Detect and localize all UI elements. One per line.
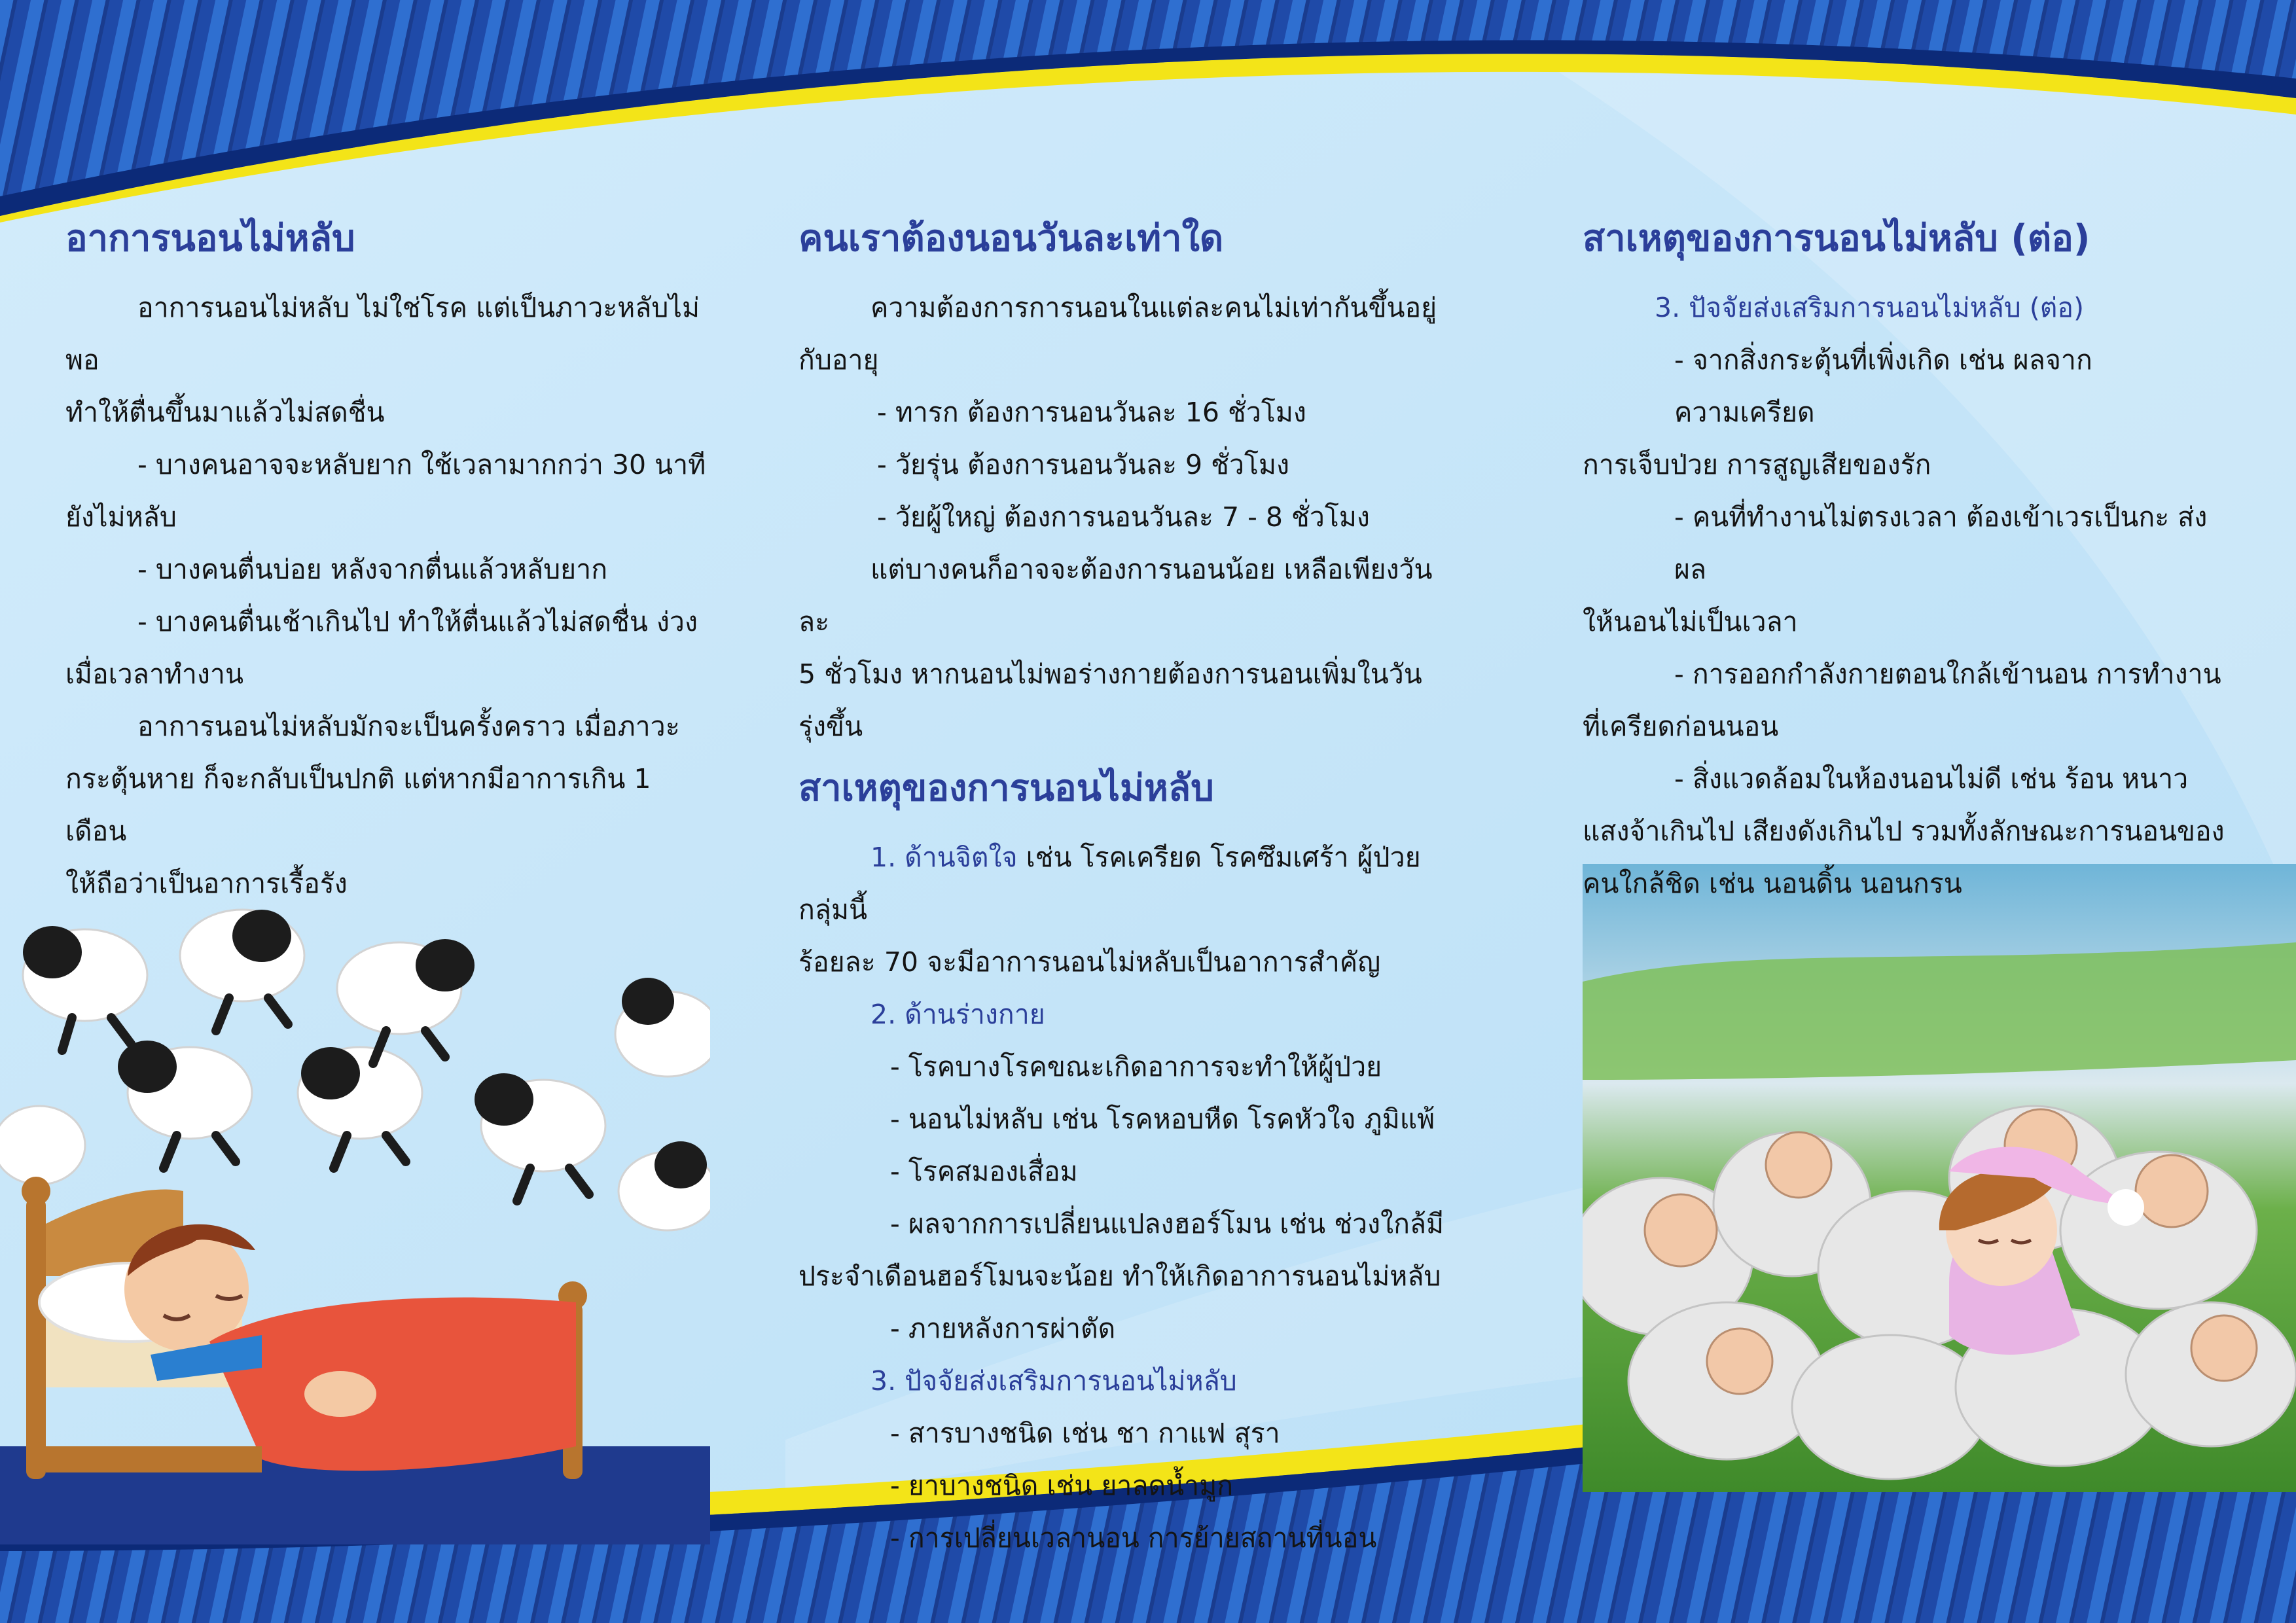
sleeping-boy-illustration	[0, 883, 710, 1544]
section-title: สาเหตุของการนอนไม่หลับ (ต่อ)	[1583, 217, 2090, 260]
section-title: สาเหตุของการนอนไม่หลับ	[798, 767, 1214, 810]
list-item: - จากสิ่งกระตุ้นที่เพิ่งเกิด เช่น ผลจากความเครียด	[1674, 344, 2092, 428]
paragraph: ทำให้ตื่นขึ้นมาแล้วไม่สดชื่น	[65, 397, 385, 428]
list-item-continued: แสงจ้าเกินไป เสียงดังเกินไป รวมทั้งลักษณะการนอนของ	[1583, 815, 2225, 847]
bullet-item-continued: เมื่อเวลาทำงาน	[65, 658, 243, 690]
list-item: - การออกกำลังกายตอนใกล้เข้านอน การทำงาน	[1674, 658, 2221, 690]
bullet-item-continued: ยังไม่หลับ	[65, 501, 177, 533]
list-item-continued: การเจ็บป่วย การสูญเสียของรัก	[1583, 449, 1931, 480]
paragraph: 5 ชั่วโมง หากนอนไม่พอร่างกายต้องการนอนเพิ่มในวันรุ่งขึ้น	[798, 658, 1422, 742]
list-item-continued: ที่เครียดก่อนนอน	[1583, 711, 1779, 742]
bullet-item: - บางคนอาจจะหลับยาก ใช้เวลามากกว่า 30 นาที	[137, 449, 706, 480]
list-item: - คนที่ทำงานไม่ตรงเวลา ต้องเข้าเวรเป็นกะ ส่งผล	[1674, 501, 2208, 585]
list-item: - นอนไม่หลับ เช่น โรคหอบหืด โรคหัวใจ ภูมิแพ้	[890, 1103, 1435, 1135]
list-item: - การเปลี่ยนเวลานอน การย้ายสถานที่นอน	[890, 1522, 1377, 1554]
list-item: - สิ่งแวดล้อมในห้องนอนไม่ดี เช่น ร้อน หนาว	[1674, 763, 2189, 794]
list-item: - วัยผู้ใหญ่ ต้องการนอนวันละ 7 - 8 ชั่วโมง	[877, 501, 1370, 533]
list-item: - ภายหลังการผ่าตัด	[890, 1313, 1116, 1344]
section-title: คนเราต้องนอนวันละเท่าใด	[798, 217, 1224, 260]
column-causes-continued	[1583, 209, 2231, 910]
paragraph: แต่บางคนก็อาจจะต้องการนอนน้อย เหลือเพียงวันละ	[798, 554, 1433, 637]
list-item-continued: คนใกล้ชิด เช่น นอนดิ้น นอนกรน	[1583, 868, 1962, 899]
list-item: - ยาบางชนิด เช่น ยาลดน้ำมูก	[890, 1470, 1234, 1501]
paragraph: อาการนอนไม่หลับมักจะเป็นครั้งคราว เมื่อภาวะ	[137, 711, 680, 742]
cause-psychological	[798, 831, 1446, 936]
list-item: - ทารก ต้องการนอนวันละ 16 ชั่วโมง	[877, 397, 1306, 428]
cause-text: เช่น โรคเครียด โรคซึมเศร้า ผู้ป่วยกลุ่มนี้	[798, 842, 1421, 925]
subheading: 3. ปัจจัยส่งเสริมการนอนไม่หลับ	[870, 1365, 1237, 1397]
paragraph: ร้อยละ 70 จะมีอาการนอนไม่หลับเป็นอาการสำคัญ	[798, 946, 1381, 978]
girl-sleeping-illustration	[1583, 864, 2296, 1492]
list-item: - วัยรุ่น ต้องการนอนวันละ 9 ชั่วโมง	[877, 449, 1290, 480]
paragraph: กระตุ้นหาย ก็จะกลับเป็นปกติ แต่หากมีอาการเกิน 1 เดือน	[65, 763, 651, 847]
bullet-item: - บางคนตื่นเช้าเกินไป ทำให้ตื่นแล้วไม่สดชื่น ง่วง	[137, 606, 698, 637]
list-item-continued: ประจำเดือนฮอร์โมนจะน้อย ทำให้เกิดอาการนอนไม่หลับ	[798, 1260, 1441, 1292]
paragraph: ความต้องการการนอนในแต่ละคนไม่เท่ากันขึ้นอยู่กับอายุ	[798, 292, 1437, 376]
subheading: 1. ด้านจิตใจ	[870, 842, 1018, 873]
column-insomnia-symptoms	[65, 209, 713, 910]
paragraph: อาการนอนไม่หลับ ไม่ใช่โรค แต่เป็นภาวะหลับไม่พอ	[65, 292, 700, 376]
subheading: 3. ปัจจัยส่งเสริมการนอนไม่หลับ (ต่อ)	[1655, 292, 2085, 323]
subheading: 2. ด้านร่างกาย	[870, 999, 1045, 1030]
list-item-continued: ให้นอนไม่เป็นเวลา	[1583, 606, 1798, 637]
section-title: อาการนอนไม่หลับ	[65, 217, 355, 260]
list-item: - โรคสมองเสื่อม	[890, 1156, 1078, 1187]
column-sleep-needs-and-causes	[798, 209, 1446, 1564]
list-item: - สารบางชนิด เช่น ชา กาแฟ สุรา	[890, 1418, 1280, 1449]
list-item: - ผลจากการเปลี่ยนแปลงฮอร์โมน เช่น ช่วงใกล้มี	[890, 1208, 1444, 1240]
paragraph: ให้ถือว่าเป็นอาการเรื้อรัง	[65, 868, 348, 899]
list-item: - โรคบางโรคขณะเกิดอาการจะทำให้ผู้ป่วย	[890, 1051, 1382, 1082]
bullet-item: - บางคนตื่นบ่อย หลังจากตื่นแล้วหลับยาก	[137, 554, 608, 585]
